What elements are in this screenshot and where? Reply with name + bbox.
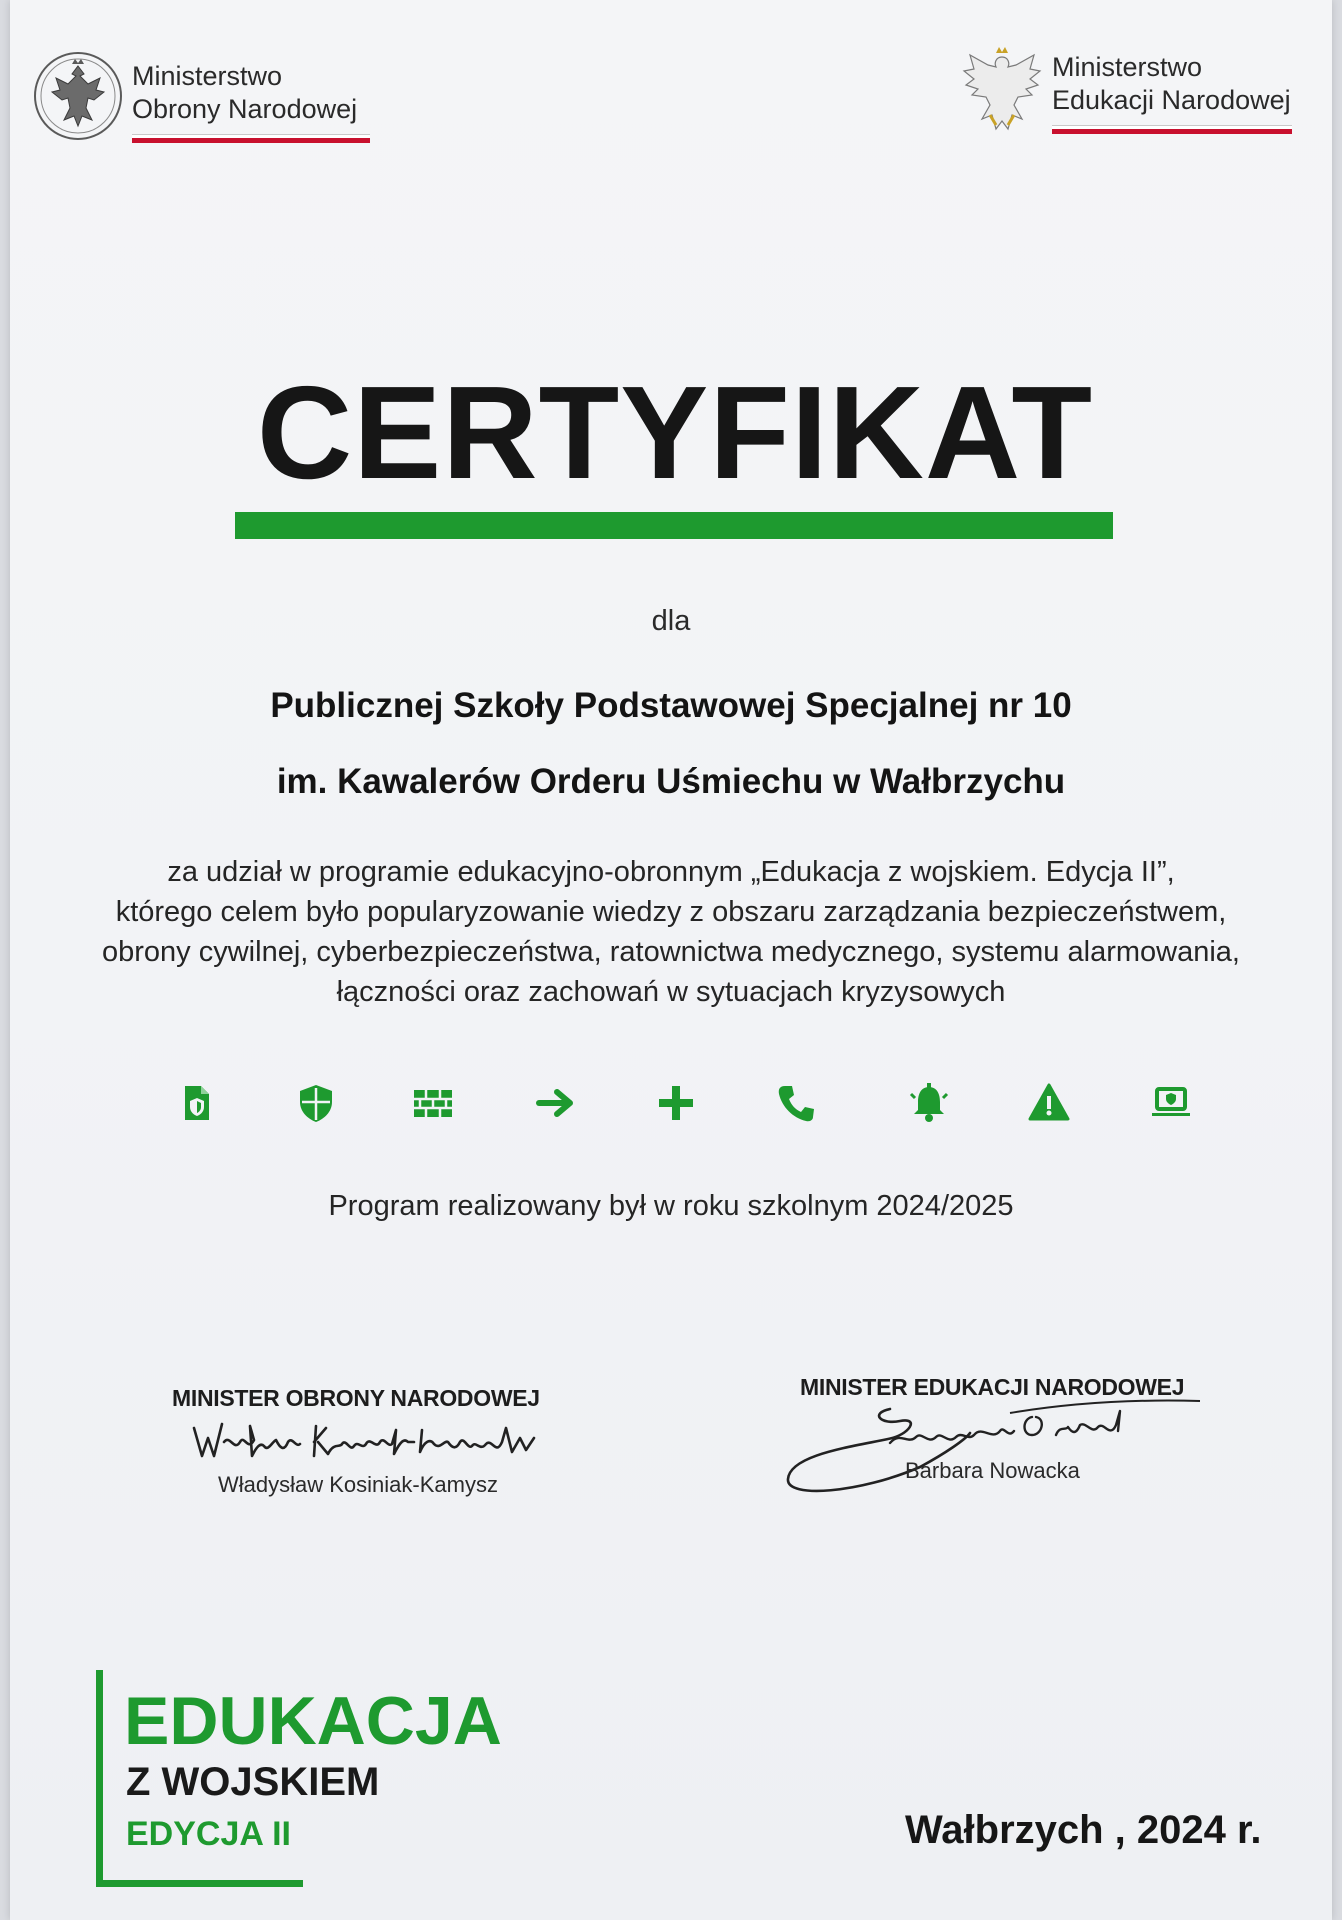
ministry-defence-logo <box>32 50 370 143</box>
description-line: łączności oraz zachowań w sytuacjach kryzysowych <box>336 976 1006 1008</box>
polish-eagle-icon <box>960 45 1044 135</box>
program-note: Program realizowany był w roku szkolnym 2024/2025 <box>328 1190 1014 1222</box>
description-line: za udział w programie edukacyjno-obronnym „Edukacja z wojskiem. Edycja II”, <box>167 856 1175 888</box>
topic-icons-row <box>10 1080 1332 1140</box>
arrow-right-icon <box>533 1080 579 1126</box>
signatory-name-education: Barbara Nowacka <box>905 1458 1080 1483</box>
brick-wall-icon <box>410 1080 456 1126</box>
ministry-defence-line2: Obrony Narodowej <box>132 94 358 124</box>
description-line: obrony cywilnej, cyberbezpieczeństwa, ratownictwa medycznego, systemu alarmowania, <box>102 936 1240 968</box>
school-name-line1: Publicznej Szkoły Podstawowej Specjalnej nr 10 <box>270 686 1072 725</box>
laptop-shield-icon <box>1148 1080 1194 1126</box>
certificate-title: CERTYFIKAT <box>256 359 1094 506</box>
program-logo-line2: Z WOJSKIEM <box>126 1760 380 1804</box>
military-eagle-icon <box>32 50 124 142</box>
warning-triangle-icon <box>1026 1080 1072 1126</box>
ministry-defence-line1: Ministerstwo <box>132 61 283 91</box>
certificate-page <box>10 0 1332 1920</box>
description <box>40 852 1302 1012</box>
description-line: którego celem było popularyzowanie wiedzy z obszaru zarządzania bezpieczeństwem, <box>115 896 1227 928</box>
place-and-date: Wałbrzych , 2024 r. <box>905 1808 1262 1852</box>
signatory-title-education: MINISTER EDUKACJI NARODOWEJ <box>800 1374 1185 1400</box>
signatory-title-defence: MINISTER OBRONY NARODOWEJ <box>172 1385 540 1411</box>
program-logo-line1: EDUKACJA <box>124 1683 502 1759</box>
plus-cross-icon <box>653 1080 699 1126</box>
program-logo-line3: EDYCJA II <box>126 1815 292 1853</box>
ministry-education-line1: Ministerstwo <box>1052 52 1203 82</box>
handwritten-signature-education <box>770 1395 1210 1505</box>
alarm-bell-icon <box>906 1080 952 1126</box>
phone-icon <box>773 1080 819 1126</box>
ministry-education-logo <box>960 45 1292 135</box>
title-underline <box>235 512 1113 539</box>
signatory-name-defence: Władysław Kosiniak-Kamysz <box>218 1472 498 1497</box>
document-shield-icon <box>173 1080 219 1126</box>
ministry-education-line2: Edukacji Narodowej <box>1052 85 1291 115</box>
shield-icon <box>293 1080 339 1126</box>
flag-stripe <box>1052 125 1292 134</box>
school-name-line2: im. Kawalerów Orderu Uśmiechu w Wałbrzychu <box>276 762 1066 801</box>
for-label: dla <box>651 605 691 637</box>
flag-stripe <box>132 134 370 143</box>
handwritten-signature-defence <box>190 1412 560 1472</box>
